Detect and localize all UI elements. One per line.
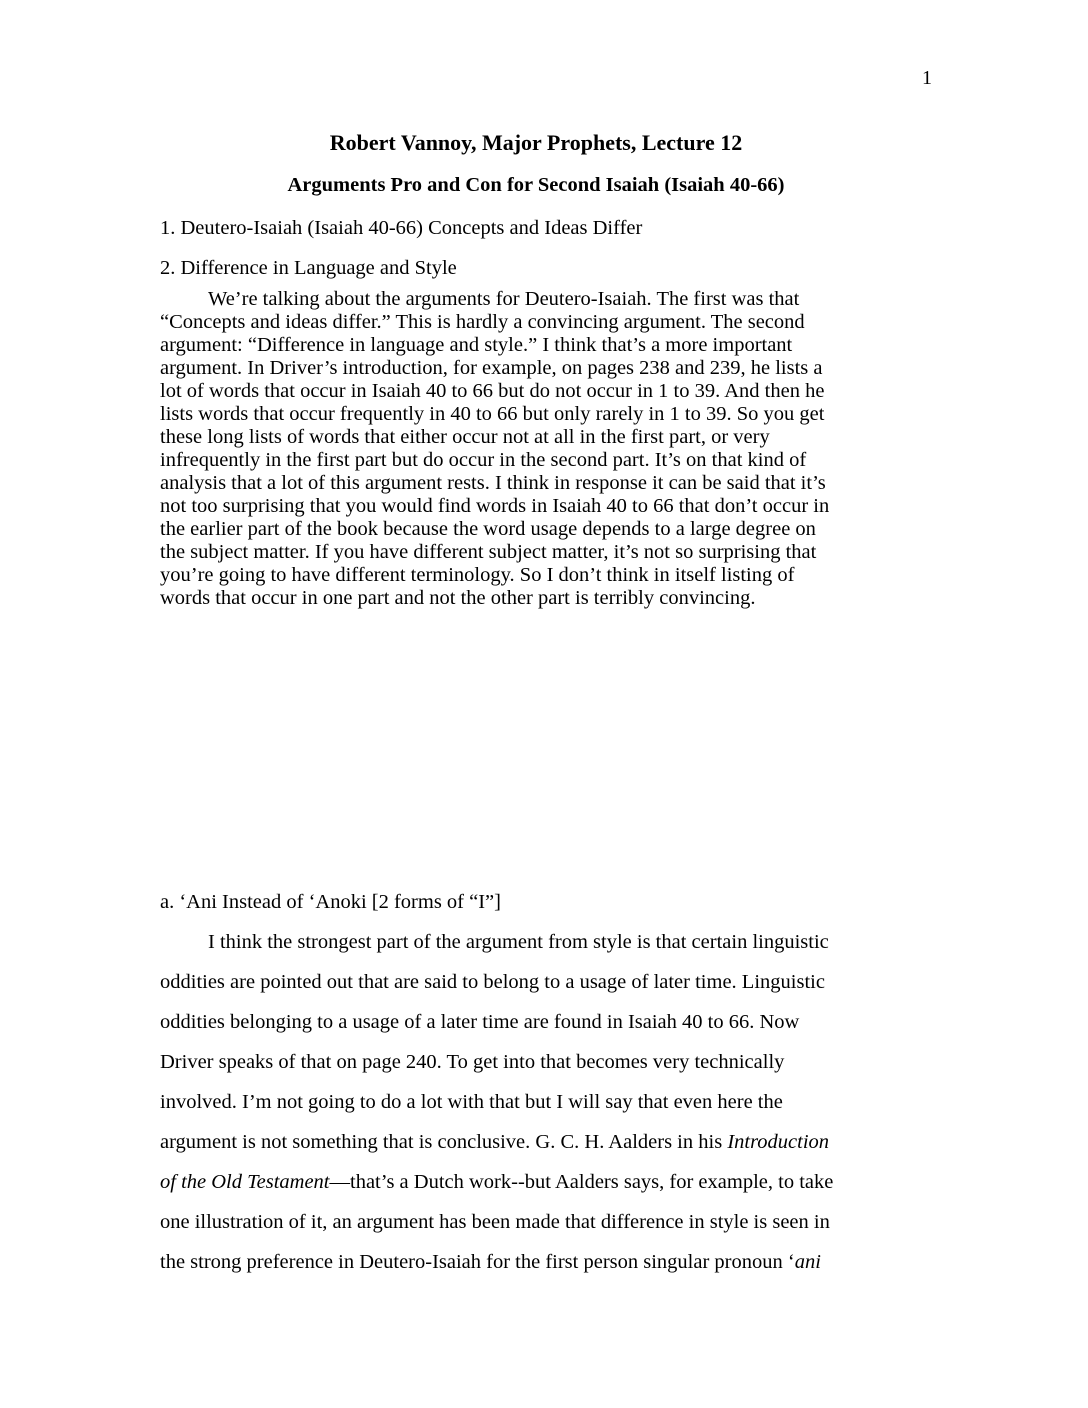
- heading-1: 1. Deutero-Isaiah (Isaiah 40-66) Concepts and Ideas Differ: [160, 217, 643, 239]
- paragraph-line: We’re talking about the arguments for Deutero-Isaiah. The first was that: [208, 288, 800, 310]
- paragraph-line: argument. In Driver’s introduction, for example, on pages 238 and 239, he lists a: [160, 357, 823, 379]
- book-title-italic: Introduction: [727, 1131, 830, 1153]
- hebrew-word-italic: ani: [794, 1251, 821, 1273]
- paragraph-line: [160, 1242, 922, 1282]
- subheading-a: [160, 882, 922, 922]
- paragraph-line: the subject matter. If you have different subject matter, it’s not so surprising that: [160, 541, 817, 563]
- page-number: 1: [922, 67, 932, 89]
- lecture-title: Robert Vannoy, Major Prophets, Lecture 12: [329, 130, 743, 155]
- book-title-italic: of the Old Testament: [160, 1171, 330, 1193]
- paragraph-line: I think the strongest part of the argument from style is that certain linguistic: [208, 931, 829, 953]
- paragraph-line: you’re going to have different terminology. So I don’t think in itself listing of: [160, 564, 795, 586]
- subheading-a-text: a. ‘Ani Instead of ‘Anoki [2 forms of “I”]: [160, 891, 501, 913]
- paragraph-text: —that’s a Dutch work--but Aalders says, for example, to take: [329, 1171, 834, 1193]
- paragraph-line: oddities are pointed out that are said to belong to a usage of later time. Linguistic: [160, 971, 825, 993]
- section-headings: [160, 208, 922, 288]
- paragraph-line: lists words that occur frequently in 40 to 66 but only rarely in 1 to 39. So you get: [160, 403, 825, 425]
- paragraph-text: argument is not something that is conclusive. G. C. H. Aalders in his: [160, 1131, 728, 1153]
- paragraph-line: argument: “Difference in language and style.” I think that’s a more important: [160, 334, 793, 356]
- paragraph-line: oddities belonging to a usage of a later time are found in Isaiah 40 to 66. Now: [160, 1011, 800, 1033]
- paragraph-line: lot of words that occur in Isaiah 40 to 66 but do not occur in 1 to 39. And then he: [160, 380, 825, 402]
- paragraph-line: the earlier part of the book because the word usage depends to a large degree on: [160, 518, 816, 540]
- paragraph-line: [160, 1122, 922, 1162]
- paragraph-line: infrequently in the first part but do occur in the second part. It’s on that kind of: [160, 449, 807, 471]
- paragraph-line: not too surprising that you would find words in Isaiah 40 to 66 that don’t occur in: [160, 495, 830, 517]
- paragraph-line: “Concepts and ideas differ.” This is hardly a convincing argument. The second: [160, 311, 805, 333]
- paragraph-line: these long lists of words that either occur not at all in the first part, or very: [160, 426, 770, 448]
- paragraph-line: words that occur in one part and not the other part is terribly convincing.: [160, 587, 756, 609]
- paragraph-1: [160, 288, 922, 610]
- heading-2: 2. Difference in Language and Style: [160, 257, 457, 279]
- paragraph-line: analysis that a lot of this argument rests. I think in response it can be said that it’s: [160, 472, 826, 494]
- lecture-subtitle: Arguments Pro and Con for Second Isaiah (Isaiah 40-66): [287, 174, 785, 196]
- paragraph-line: [160, 1162, 922, 1202]
- paragraph-2: [160, 922, 922, 1282]
- paragraph-line: Driver speaks of that on page 240. To get into that becomes very technically: [160, 1051, 785, 1073]
- paragraph-text: the strong preference in Deutero-Isaiah for the first person singular pronoun ‘: [160, 1251, 795, 1273]
- paragraph-line: involved. I’m not going to do a lot with that but I will say that even here the: [160, 1091, 783, 1113]
- paragraph-line: one illustration of it, an argument has been made that difference in style is seen in: [160, 1211, 830, 1233]
